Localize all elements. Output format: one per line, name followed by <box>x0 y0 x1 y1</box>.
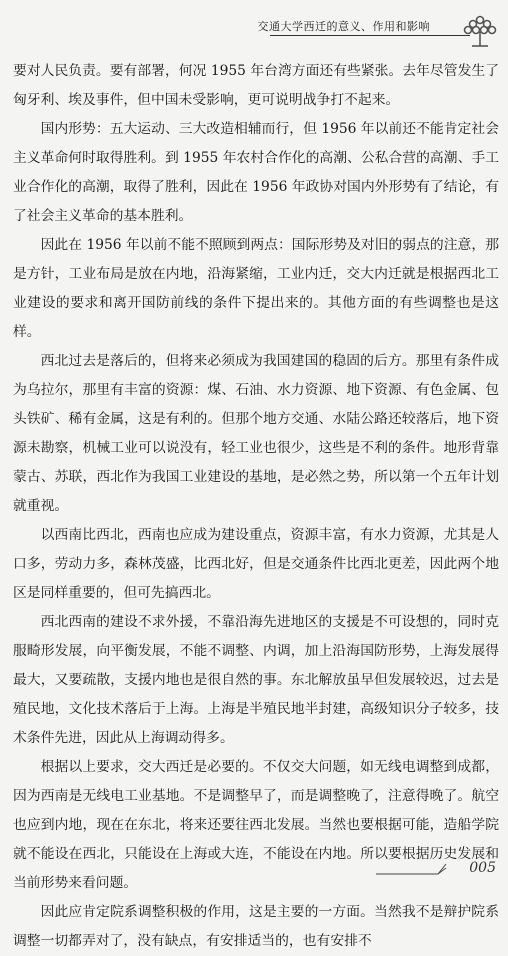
paragraph: 以西南比西北，西南也应成为建设重点，资源丰富，有水力资源，尤其是人口多，劳动力多，森林茂盛，比西北好，但是交通条件比西北更差，因此两个地区是同样重要的，但可先搞西北。 <box>13 527 499 601</box>
paragraph: 西北过去是落后的，但将来必须成为我国建国的稳固的后方。那里有条件成为乌拉尔，那里有丰富的资源：煤、石油、水力资源、地下资源、有色金属、包头铁矿、稀有金属，这是有利的。但那个地方交通、水陆公路还较落后，地下资源未勘察，机械工业可以说没有，轻工业也很少，这些是不利的条件。地形背靠蒙古、苏联，西北作为我国工业建设的基地，是必然之势，所以第一个五年计划就重视。 <box>13 353 499 514</box>
page-footer <box>376 856 496 886</box>
paragraph: 根据以上要求，交大西迁是必要的。不仅交大问题，如无线电调整到成都，因为西南是无线电工业基地。不是调整早了，而是调整晚了，注意得晚了。航空也应到内地，现在在东北，将来还要往西北发展。当然也要根据可能，造船学院就不能设在西北，只能设在上海或大连，不能设在内地。所以要根据历史发展和当前形势来看问题。 <box>13 759 499 891</box>
paragraph: 因此在 1956 年以前不能不照顾到两点：国际形势及对旧的弱点的注意，那是方针，工业布局是放在内地，沿海紧缩，工业内迁，交大内迁就是根据西北工业建设的要求和离开国防前线的条件下提出来的。其他方面的有些调整也是这样。 <box>13 237 499 340</box>
header-rule <box>270 35 470 36</box>
page-number: 005 <box>469 860 496 876</box>
page-header <box>0 10 508 50</box>
paragraph: 要对人民负责。要有部署，何况 1955 年台湾方面还有些紧张。去年尽管发生了匈牙利、埃及事件，但中国未受影响，更可说明战争打不起来。 <box>13 63 499 108</box>
tree-emblem-icon <box>462 14 498 48</box>
paragraph: 西北西南的建设不求外援，不靠沿海先进地区的支援是不可设想的，同时克服畸形发展，向平衡发展，不能不调整、内调，加上沿海国防形势，上海发展得最大，又要疏散，支援内地也是很自然的事。东北解放虽早但发展较迟，过去是殖民地，文化技术落后于上海。上海是半殖民地半封建，高级知识分子较多，技术条件先进，因此从上海调动得多。 <box>13 614 499 746</box>
running-title: 交通大学西迁的意义、作用和影响 <box>257 20 430 33</box>
body-text <box>13 57 499 956</box>
footer-ornament <box>376 862 456 876</box>
paragraph: 国内形势：五大运动、三大改造相辅而行，但 1956 年以前还不能肯定社会主义革命何时取得胜利。到 1955 年农村合作化的高潮、公私合营的高潮、手工业合作化的高潮，取得了胜利，因此在 1956 年政协对国内外形势有了结论，有了社会主义革命的基本胜利。 <box>13 121 499 224</box>
paragraph: 因此应肯定院系调整积极的作用，这是主要的一方面。当然我不是辩护院系调整一切都弄对了，没有缺点，有安排适当的，也有安排不 <box>13 904 499 949</box>
